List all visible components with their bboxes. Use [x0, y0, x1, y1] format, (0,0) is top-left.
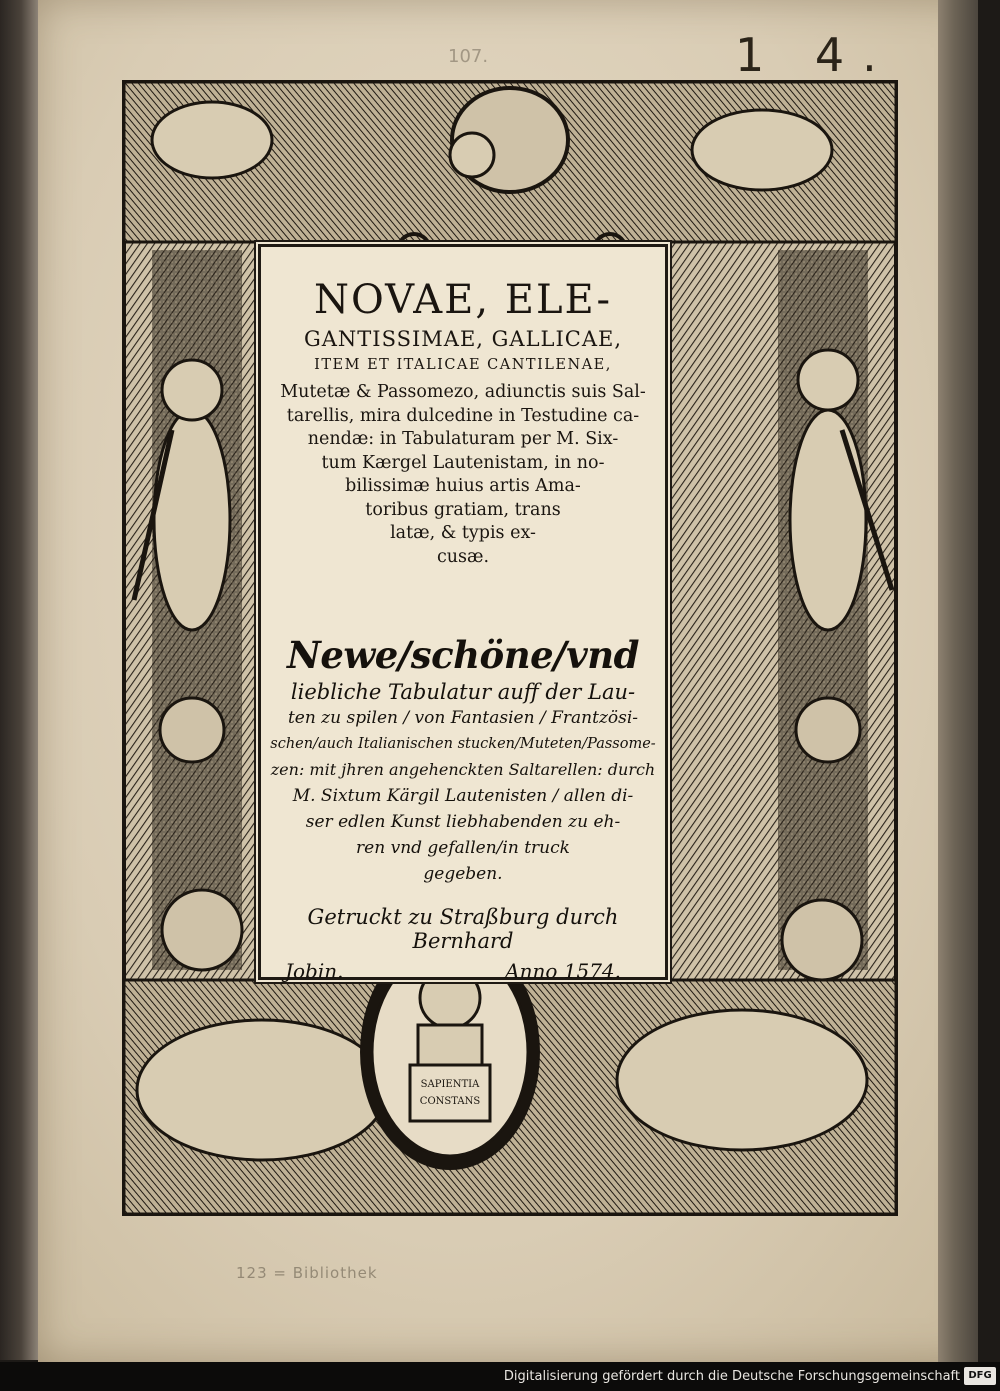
german-body-line: ten zu spilen / von Fantasien / Frantzösi- [287, 708, 639, 728]
medallion-line-1: SAPIENTIA [420, 1079, 480, 1090]
left-putto-figure [154, 410, 230, 630]
german-body-line: M. Sixtum Kärgil Lautenisten / allen di- [292, 786, 634, 806]
book-spine-edge [0, 0, 38, 1360]
footer-bar [0, 1362, 1000, 1391]
imprint-line: Getruckt zu Straßburg durch Bernhard [307, 905, 619, 953]
german-body-line: gegeben. [423, 864, 503, 884]
page-fore-edge [938, 0, 978, 1362]
dfg-logo-icon: DFG [964, 1367, 996, 1385]
medallion-line-2: CONSTANS [419, 1096, 481, 1107]
latin-body [261, 381, 665, 569]
publication-year: Anno 1574. [505, 959, 621, 983]
shelfmark: 107. [448, 46, 489, 67]
latin-body-line: latæ, & typis ex- [390, 523, 536, 543]
latin-title-line-2: GANTISSIMAE, GALLICAE, [303, 327, 623, 351]
latin-body-line: cusæ. [436, 546, 490, 567]
german-body-line: liebliche Tabulatur auff der Lau- [290, 680, 636, 704]
latin-body-line: tum Kærgel Lautenistam, in no- [321, 452, 605, 473]
german-body-line: zen: mit jhren angehenckten Saltarellen: durch [270, 760, 656, 779]
printer-name: Jobin. [285, 959, 344, 983]
folio-number: 1 4. [735, 28, 895, 82]
latin-title-line-1: NOVAE, ELE- [314, 277, 612, 323]
title-text-panel [258, 244, 668, 983]
latin-body-line: toribus gratiam, trans [365, 499, 561, 520]
right-reclining-figure [617, 1010, 867, 1150]
german-body-line: schen/auch Italianischen stucken/Muteten/Passome- [270, 736, 656, 752]
library-stamp: 123 = Bibliothek [236, 1264, 378, 1282]
funding-note: Digitalisierung gefördert durch die Deutsche Forschungsgemeinschaft [503, 1369, 960, 1384]
latin-body-line: Mutetæ & Passomezo, adiunctis suis Sal- [280, 382, 646, 402]
latin-body-line: bilissimæ huius artis Ama- [345, 476, 581, 496]
german-body-line: ren vnd gefallen/in truck [356, 838, 570, 858]
imprint [261, 905, 665, 983]
latin-body-line: tarellis, mira dulcedine in Testudine ca- [286, 405, 640, 426]
latin-body-line: nendæ: in Tabulaturam per M. Six- [307, 429, 619, 449]
german-body-line: ser edlen Kunst liebhabenden zu eh- [305, 812, 621, 832]
german-body [261, 679, 665, 887]
left-reclining-figure [137, 1020, 387, 1160]
german-heading: Newe/schöne/vnd [287, 633, 639, 677]
latin-title-line-3: ITEM ET ITALICAE CANTILENAE, [314, 357, 612, 373]
